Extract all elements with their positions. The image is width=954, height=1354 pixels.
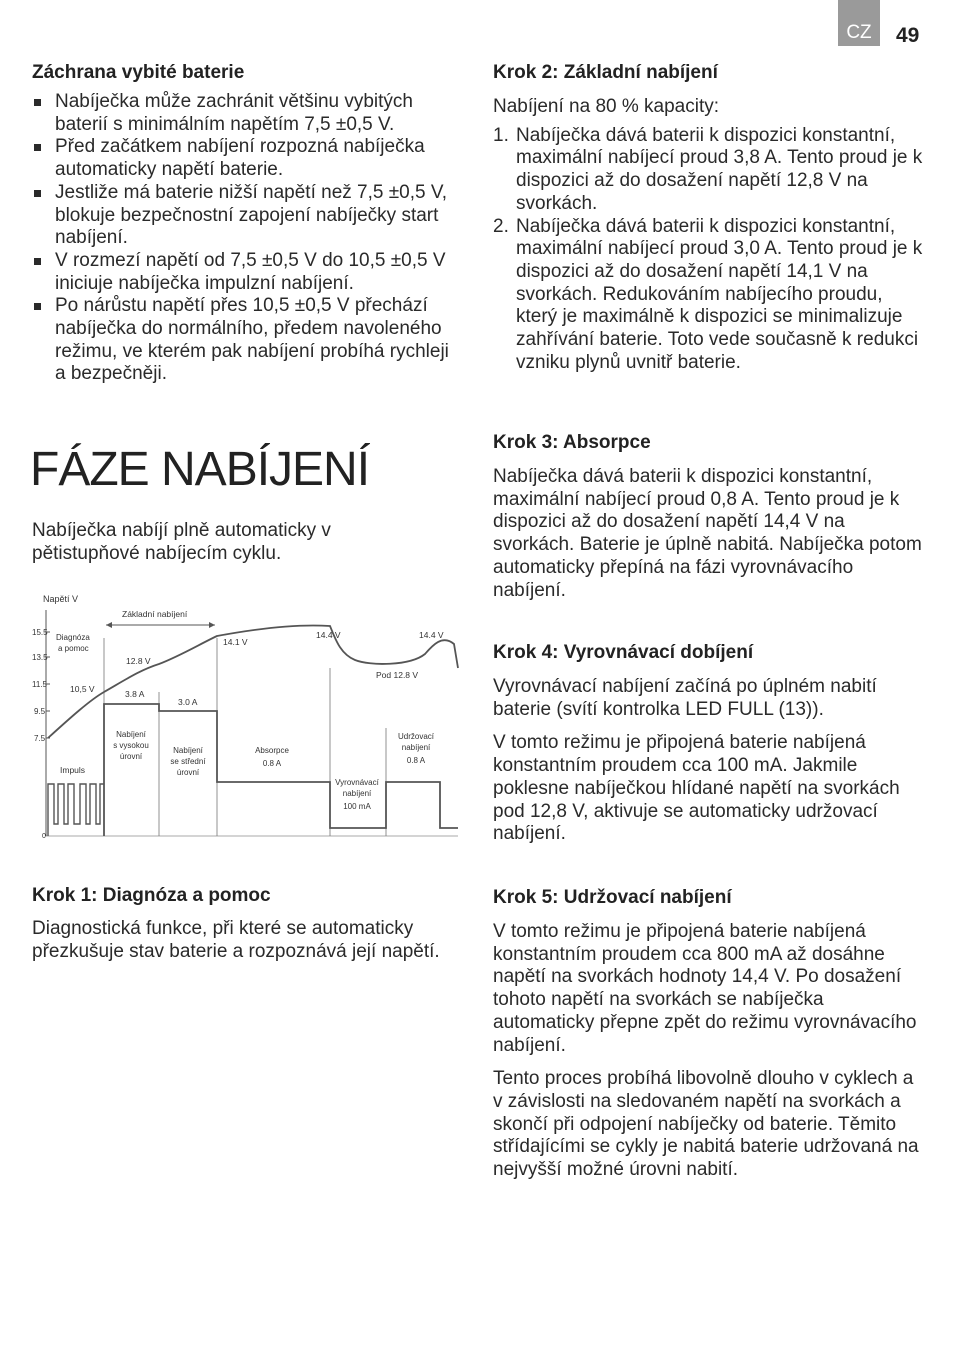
step3-title: Krok 3: Absorpce bbox=[493, 432, 651, 453]
chart-label: s vysokou bbox=[113, 741, 149, 750]
chart-label: Vyrovnávací bbox=[335, 778, 379, 787]
list-number: 1. bbox=[493, 124, 509, 146]
y-tick-label: 9.5 bbox=[34, 707, 46, 716]
chart-label: 14.1 V bbox=[223, 637, 248, 647]
list-item: Po nárůstu napětí přes 10,5 ±0,5 V přechází nabíječka do normálního, předem navoleného režimu, ve kterém pak nabíjení probíhá rychleji a bezpečněji. bbox=[32, 295, 462, 386]
step2-list bbox=[493, 125, 925, 375]
list-text: Nabíječka dává baterii k dispozici konstantní, maximální nabíjecí proud 3,0 A. Tento proud je k dispozici až do dosažení napětí 14,1 V na svorkách. Redukováním nabíjecího proudu, který je maximálně k dispozici se minimalizuje zahřívání baterie. Toto vede současně k redukci vzniku plynů uvnitř baterie. bbox=[516, 215, 923, 373]
intro-text: Nabíječka nabíjí plně automaticky v pětistupňové nabíjecím cyklu. bbox=[32, 520, 331, 564]
voltage-curve bbox=[48, 625, 458, 738]
chart-label: Diagnóza bbox=[56, 633, 90, 642]
chart-label: Pod 12.8 V bbox=[376, 670, 419, 680]
list-item: Jestliže má baterie nižší napětí než 7,5 ±0,5 V, blokuje bezpečnostní zapojení nabíječky start nabíjení. bbox=[32, 182, 462, 250]
chart-label: 12.8 V bbox=[126, 656, 151, 666]
page-title: FÁZE NABÍJENÍ bbox=[30, 443, 370, 496]
chart-label: nabíjení bbox=[342, 789, 372, 798]
step1-section bbox=[32, 884, 442, 963]
chart-label: 10,5 V bbox=[70, 684, 95, 694]
step4-p1: Vyrovnávací nabíjení začíná po úplném nabití baterie (svítí kontrolka LED FULL (13)). bbox=[493, 676, 877, 720]
rescue-section bbox=[32, 61, 462, 386]
y-tick-label: 0 bbox=[42, 833, 46, 840]
chart-label: 3.0 A bbox=[178, 697, 198, 707]
chart-label: 0.8 A bbox=[406, 756, 426, 765]
chart-label: se střední bbox=[170, 757, 206, 766]
step2-intro: Nabíjení na 80 % kapacity: bbox=[493, 96, 720, 117]
list-number: 2. bbox=[493, 215, 509, 237]
arrow-left-icon bbox=[106, 622, 112, 628]
list-item: Nabíječka může zachránit většinu vybitých baterií s minimálním napětím 7,5 ±0,5 V. bbox=[32, 91, 462, 136]
step1-text: Diagnostická funkce, při které se automaticky přezkušuje stav baterie a rozpoznává její napětí. bbox=[32, 918, 440, 962]
chart-label: 0.8 A bbox=[262, 759, 282, 768]
step3-section bbox=[493, 431, 925, 602]
list-item bbox=[493, 216, 925, 375]
arrow-right-icon bbox=[209, 622, 215, 628]
y-tick-label: 13.5 bbox=[32, 653, 48, 662]
chart-label: úrovní bbox=[119, 752, 143, 761]
y-tick-label: 7.5 bbox=[34, 734, 46, 743]
step5-p1: V tomto režimu je připojená baterie nabíjená konstantním proudem cca 800 mA až dosáhne napětí na svorkách hodnoty 14,4 V. Po dosažení tohoto napětí na svorkách se nabíječka automaticky přepne zpět do režimu vyrovnávacího nabíjení. bbox=[493, 921, 917, 1056]
step1-title: Krok 1: Diagnóza a pomoc bbox=[32, 885, 271, 906]
y-tick-label: 11.5 bbox=[32, 680, 47, 689]
chart-label: Impuls bbox=[60, 765, 86, 775]
chart-label: Nabíjení bbox=[116, 730, 146, 739]
chart-label: Základní nabíjení bbox=[122, 609, 188, 619]
step4-title: Krok 4: Vyrovnávací dobíjení bbox=[493, 642, 754, 663]
rescue-list bbox=[32, 91, 462, 386]
chart-label: 100 mA bbox=[343, 802, 371, 811]
step5-title: Krok 5: Udržovací nabíjení bbox=[493, 887, 732, 908]
step4-p2: V tomto režimu je připojená baterie nabíjená konstantním proudem cca 100 mA. Jakmile poklesne nabíječkou hlídané napětí na svorkách pod 12,8 V, aktivuje se automaticky udržovací nabíjení. bbox=[493, 732, 900, 845]
current-curve bbox=[104, 704, 458, 836]
list-item: Před začátkem nabíjení rozpozná nabíječka automaticky napětí baterie. bbox=[32, 136, 462, 181]
phases-intro bbox=[32, 520, 352, 565]
chart-label: 3.8 A bbox=[125, 689, 145, 699]
chart-label: úrovní bbox=[176, 768, 200, 777]
page-number: 49 bbox=[896, 24, 920, 47]
language-label: CZ bbox=[846, 22, 872, 43]
chart-label: a pomoc bbox=[58, 644, 89, 653]
rescue-title: Záchrana vybité baterie bbox=[32, 62, 245, 83]
list-item bbox=[493, 125, 925, 216]
chart-label: Absorpce bbox=[255, 746, 289, 755]
chart-svg bbox=[30, 588, 460, 848]
y-tick-label: 15.5 bbox=[32, 628, 48, 637]
list-text: Nabíječka dává baterii k dispozici konstantní, maximální nabíjecí proud 3,8 A. Tento proud je k dispozici až do dosažení napětí 12,8 V na svorkách. bbox=[516, 124, 923, 214]
step3-text: Nabíječka dává baterii k dispozici konstantní, maximální nabíjecí proud 0,8 A. Tento proud je k dispozici až do dosažení napětí 14,4 V na svorkách. Baterie je úplně nabitá. Nabíječka potom automaticky přepíná na fázi vyrovnávacího nabíjení. bbox=[493, 466, 922, 601]
step2-title: Krok 2: Základní nabíjení bbox=[493, 62, 718, 83]
list-item: V rozmezí napětí od 7,5 ±0,5 V do 10,5 ±0,5 V iniciuje nabíječka impulzní nabíjení. bbox=[32, 250, 462, 295]
step5-p2: Tento proces probíhá libovolně dlouho v cyklech a v závislosti na sledovaném napětí na svorkách a skončí při odpojení nabíječky od baterie. Těmito střídajícími se cykly je nabitá baterie udržovaná na nejvyšší možné úrovni nabití. bbox=[493, 1068, 919, 1181]
impulse-pulses bbox=[48, 784, 104, 836]
chart-label: Udržovací bbox=[397, 732, 435, 741]
chart-label: 14.4 V bbox=[316, 630, 341, 640]
step2-section bbox=[493, 61, 925, 374]
chart-label: Nabíjení bbox=[173, 746, 203, 755]
y-axis-label: Napětí V bbox=[43, 594, 79, 604]
language-tab bbox=[838, 0, 880, 46]
charging-chart bbox=[30, 588, 460, 848]
chart-label: nabíjení bbox=[401, 743, 431, 752]
step5-section bbox=[493, 886, 925, 1182]
step4-section bbox=[493, 641, 925, 846]
chart-label: 14.4 V bbox=[419, 630, 444, 640]
